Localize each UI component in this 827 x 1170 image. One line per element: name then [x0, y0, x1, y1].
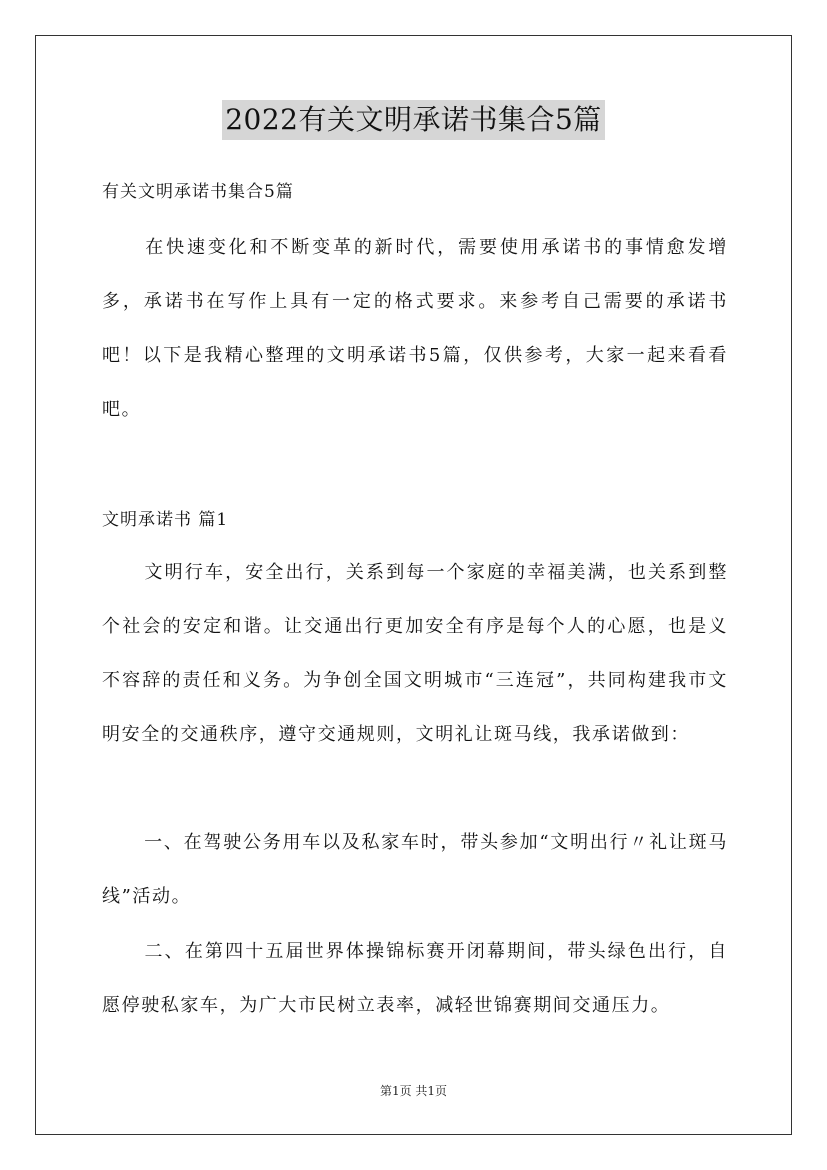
body-paragraph-1: [102, 546, 728, 762]
page-footer: 第1页 共1页: [379, 1084, 448, 1098]
body-paragraph-3: [102, 925, 728, 1033]
title-container: [0, 100, 827, 140]
paragraph-text: 文明行车，安全出行，关系到每一个家庭的幸福美满，也关系到整个社会的安定和谐。让交通出行更加安全有序是每个人的心愿，也是义不容辞的责任和义务。为争创全国文明城市“三连冠”，共同构建我市文明安全的交通秩序，遵守交通规则，文明礼让斑马线，我承诺做到：: [102, 562, 728, 745]
intro-paragraph: [102, 221, 728, 437]
paragraph-text: 二、在第四十五届世界体操锦标赛开闭幕期间，带头绿色出行，自愿停驶私家车，为广大市民树立表率，减轻世锦赛期间交通压力。: [102, 941, 728, 1016]
document-title: 2022有关文明承诺书集合5篇: [222, 100, 605, 140]
intro-text: 在快速变化和不断变革的新时代，需要使用承诺书的事情愈发增多，承诺书在写作上具有一定的格式要求。来参考自己需要的承诺书吧！以下是我精心整理的文明承诺书5篇，仅供参考，大家一起来看看吧。: [102, 237, 728, 420]
body-paragraph-2: [102, 816, 728, 924]
section-heading: 文明承诺书 篇1: [102, 510, 229, 530]
document-subtitle: 有关文明承诺书集合5篇: [102, 182, 294, 202]
paragraph-text: 一、在驾驶公务用车以及私家车时，带头参加“文明出行〃礼让斑马线”活动。: [102, 832, 728, 907]
